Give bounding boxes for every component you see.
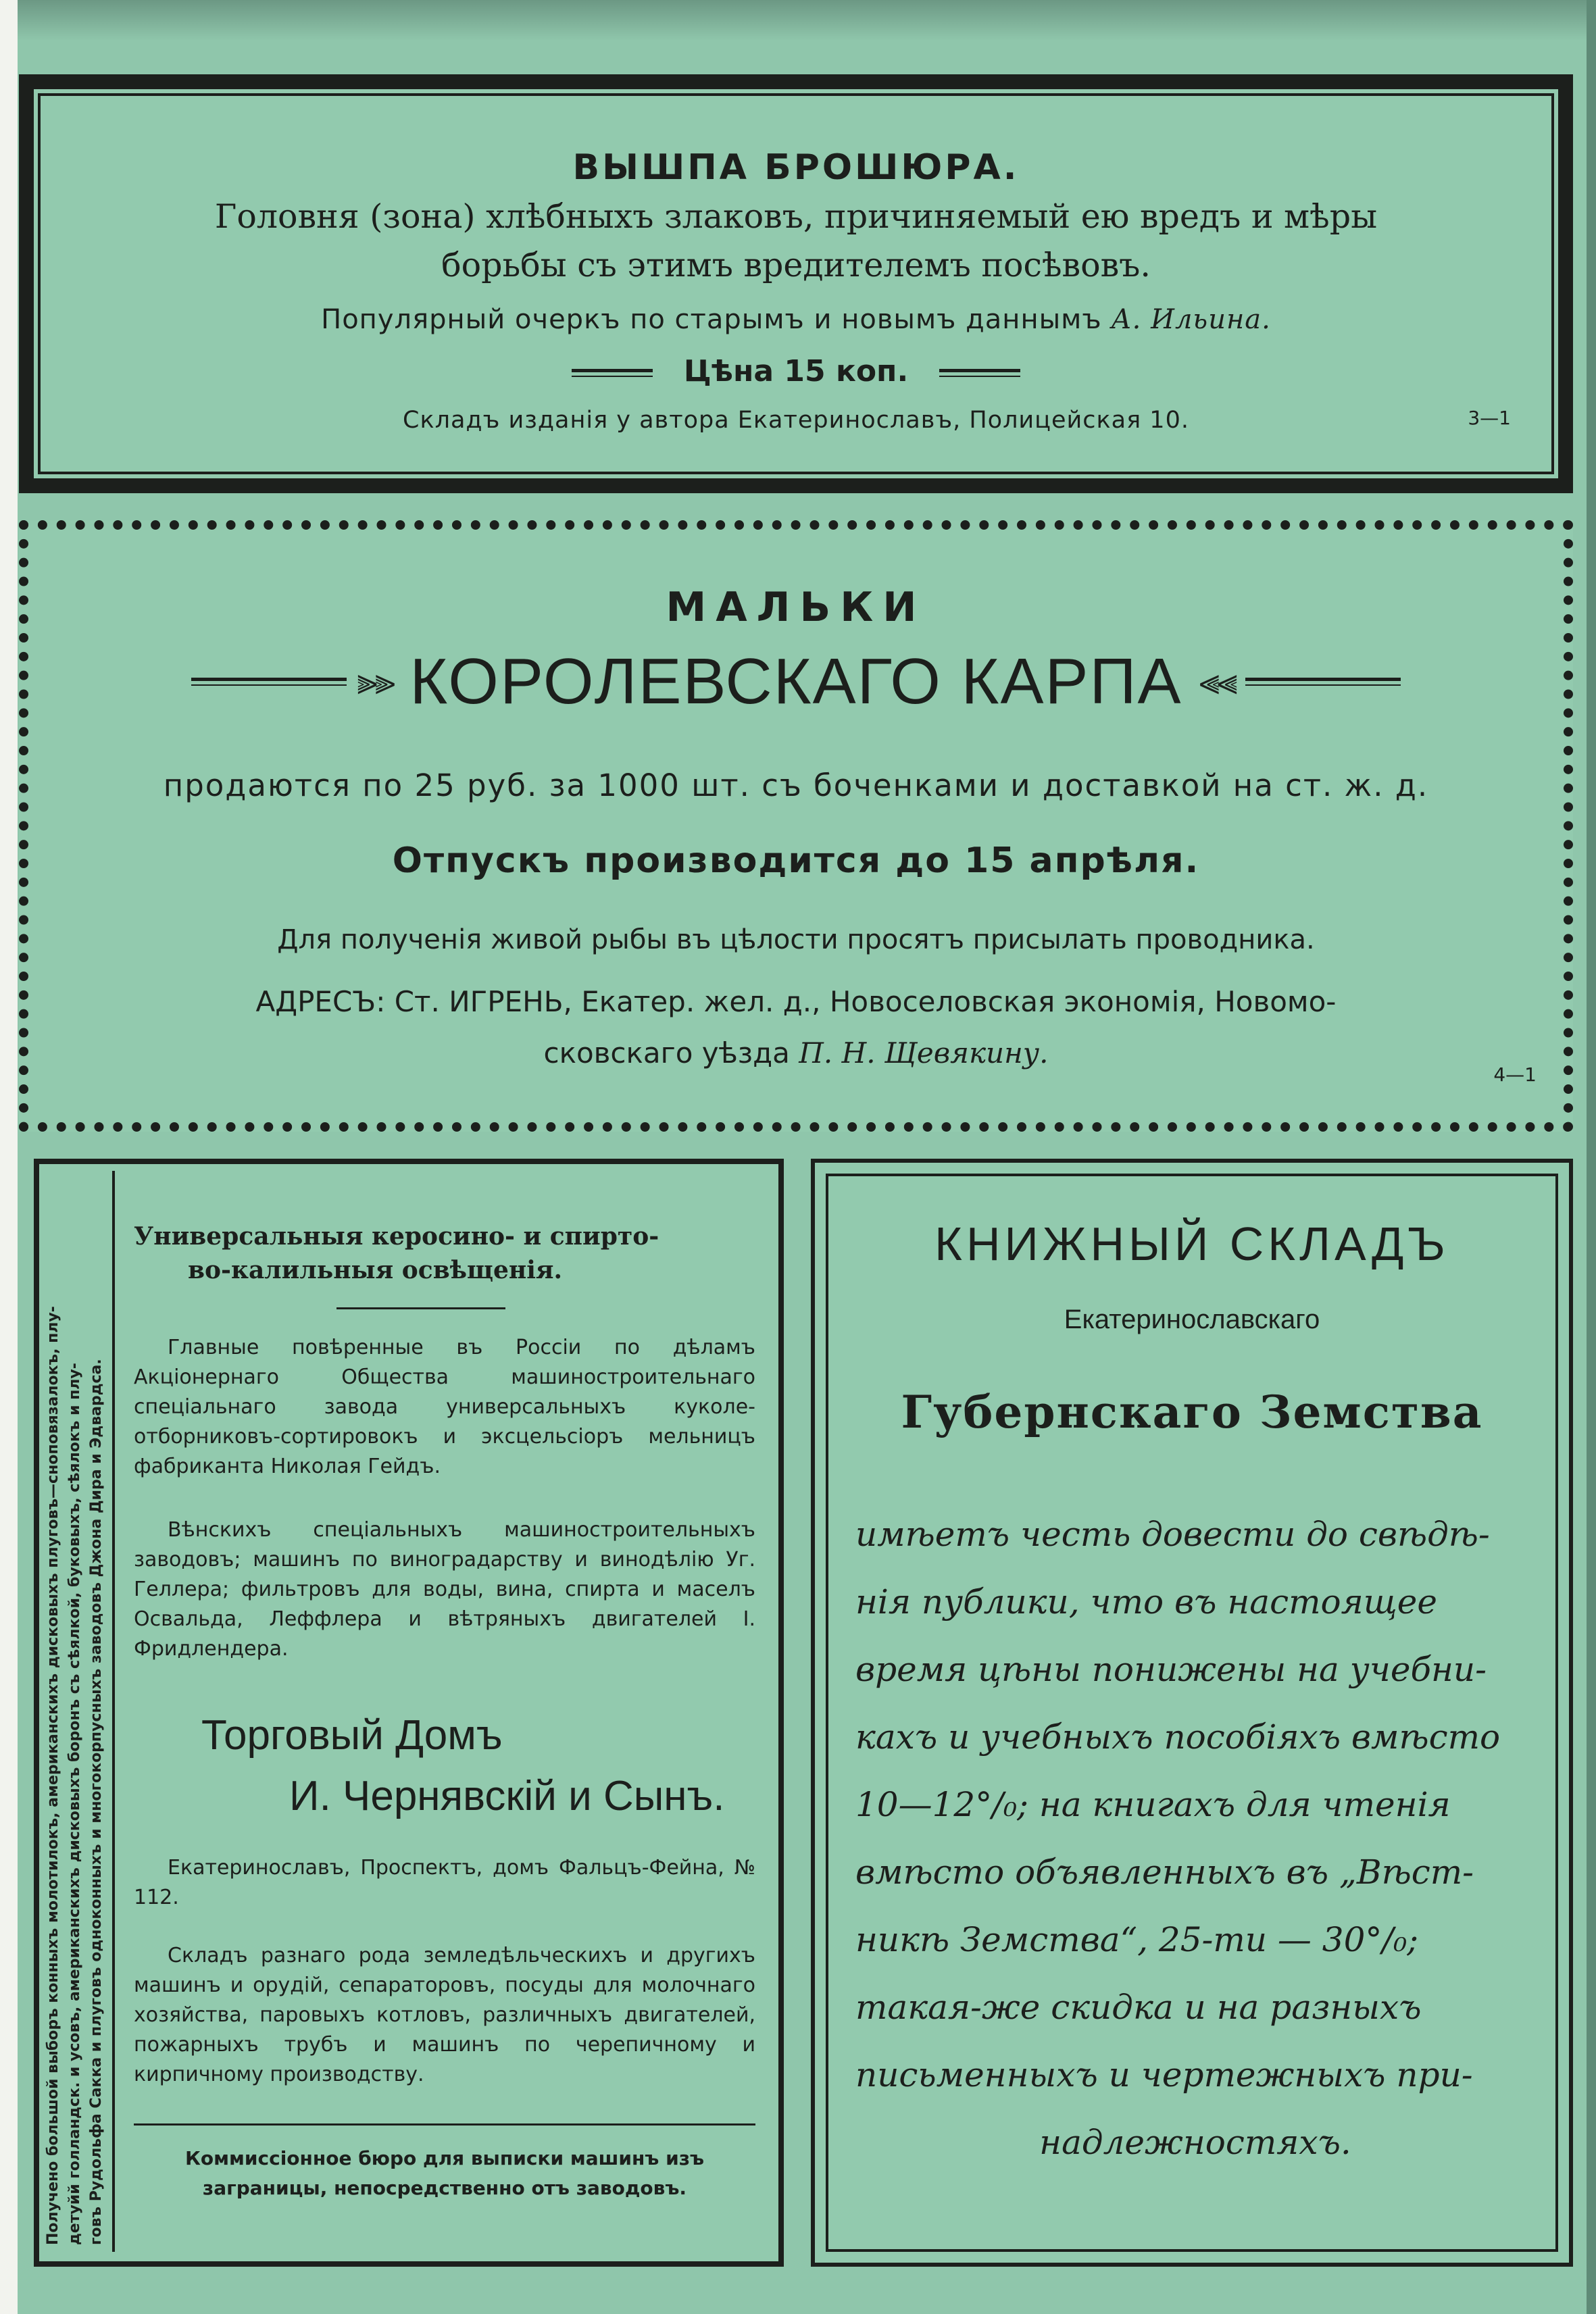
carp-ad (19, 520, 1573, 1132)
bookstore-heading: КНИЖНЫЙ СКЛАДЪ (934, 1217, 1449, 1270)
machinery-para4: Складъ разнаго рода земледѣльческихъ и другихъ машинъ и орудій, сепараторовъ, посуды для молочнаго хозяйства, паровыхъ котловъ, различныхъ двигателей, пожарныхъ трубъ и машинъ по черепичному и кирпичному производству. (134, 1944, 755, 2086)
bookstore-subheading: Екатеринославскаго (1064, 1305, 1320, 1334)
brochure-ad (19, 74, 1573, 493)
brochure-subtitle (34, 304, 1558, 335)
machinery-para2: Вѣнскихъ спеціальныхъ машиностроительныхъ заводовъ; машинъ по виноградарству и винодѣлію Уг. Геллера; фильтровъ для воды, вина, спирта и маселъ Освальда, Леффлера и вѣтряныхъ двигателей І. Фридлендера. (134, 1518, 755, 1661)
carp-dispatch: Отпускъ производится до 15 апрѣля. (392, 840, 1200, 881)
bookstore-line-1: имѣетъ честь довести до свѣдѣ- (855, 1515, 1490, 1554)
page-top-shadow (0, 0, 1596, 41)
bookstore-line-4: кахъ и учебныхъ пособіяхъ вмѣсто (855, 1717, 1501, 1757)
machinery-divider-2 (134, 2123, 755, 2126)
machinery-firm-line2: И. Чернявскій и Сынъ. (289, 1773, 725, 1819)
brochure-price-row (34, 354, 1558, 388)
side-column-3: говъ Рудольфа Сакка и плуговъ одноконныхъ и многокорпусныхъ заводовъ Джона Дира и Эдвардса. (88, 1359, 105, 2245)
machinery-para5: Коммиссіонное бюро для выписки машинъ изъ заграницы, непосредственно отъ заводовъ. (184, 2147, 705, 2199)
brochure-title-line1: Головня (зона) хлѣбныхъ злаковъ, причиняемый ею вредъ и мѣры (214, 197, 1378, 236)
brochure-title-line2: борьбы съ этимъ вредителемъ посѣвовъ. (441, 246, 1151, 284)
right-ornament-icon: ⫷⫷ (1199, 660, 1235, 703)
page-left-edge (0, 0, 18, 2314)
carp-address-line1: АДРЕСЪ: Ст. ИГРЕНЬ, Екатер. жел. д., Новоселовская экономія, Новомо- (255, 985, 1337, 1018)
left-ornament-icon: ⫸⫸ (357, 660, 393, 703)
machinery-heading-line2: во-калильныя освѣщенія. (188, 1256, 563, 1284)
carp-address-line2 (28, 1036, 1564, 1070)
machinery-divider (336, 1307, 505, 1309)
bookstore-line-7: никѣ Земства“, 25-ти — 30°/₀; (855, 1920, 1419, 1959)
brochure-heading: ВЫШПА БРОШЮРА. (572, 147, 1020, 188)
bookstore-line-6: вмѣсто объявленныхъ въ „Вѣст- (855, 1853, 1474, 1892)
machinery-body (134, 1164, 755, 2261)
carp-address-prefix: сковскаго уѣзда (543, 1036, 790, 1070)
carp-title-row (28, 645, 1564, 719)
side-column-divider (112, 1171, 115, 2252)
bookstore-line-5: 10—12°/₀; на книгахъ для чтенія (855, 1785, 1451, 1824)
brochure-code: 3—1 (1468, 407, 1511, 429)
bookstore-line-10: надлежностяхъ. (1039, 2123, 1351, 2162)
carp-address-name: П. Н. Щевякину. (799, 1036, 1049, 1070)
left-flourish (191, 678, 347, 686)
bookstore-line-3: время цѣны понижены на учебни- (855, 1650, 1487, 1689)
left-rule-ornament (572, 369, 653, 377)
brochure-subtitle-text: Популярный очеркъ по старымъ и новымъ даннымъ (321, 304, 1102, 335)
carp-code: 4—1 (1493, 1063, 1537, 1086)
machinery-firm-line1: Торговый Домъ (201, 1712, 503, 1759)
machinery-para1: Главные повѣренные въ Россіи по дѣламъ Акціонернаго Общества машиностроительнаго спеціальнаго завода универсальныхъ куколе-отборниковъ-сортировокъ и эксцельсіоръ мельницъ фабриканта Николая Гейдъ. (134, 1336, 755, 1478)
bookstore-line-9: письменныхъ и чертежныхъ при- (855, 2055, 1473, 2094)
side-column-1: Получено большой выборъ конныхъ молотилокъ, американскихъ дисковыхъ плуговъ—сноповязалокъ, плу- (45, 1306, 61, 2245)
carp-heading: МАЛЬКИ (666, 584, 926, 631)
bookstore-ad (811, 1159, 1573, 2267)
bookstore-line-8: такая-же скидка и на разныхъ (855, 1988, 1422, 2027)
right-rule-ornament (939, 369, 1020, 377)
machinery-heading-line1: Универсальныя керосино- и спирто- (134, 1222, 659, 1251)
bookstore-line-2: нія публики, что въ настоящее (855, 1582, 1437, 1621)
brochure-price: Цѣна 15 коп. (683, 354, 909, 388)
brochure-address: Складъ изданія у автора Екатеринославъ, Полицейская 10. (403, 407, 1189, 434)
right-flourish (1245, 678, 1401, 686)
carp-title: КОРОЛЕВСКАГО КАРПА (409, 645, 1182, 718)
carp-note: Для полученія живой рыбы въ цѣлости просятъ присылать проводника. (277, 924, 1315, 955)
brochure-author: А. Ильина. (1111, 304, 1271, 335)
carp-price-line: продаются по 25 руб. за 1000 шт. съ боченками и доставкой на ст. ж. д. (163, 768, 1429, 803)
side-column-2: детуйй голландск. и усовъ, американскихъ дисковыхъ боронъ съ сѣялкой, буковыхъ, сѣялокъ и плу- (66, 1363, 83, 2245)
machinery-ad (34, 1159, 784, 2267)
machinery-para3: Екатеринославъ, Проспектъ, домъ Фальцъ-Фейна, № 112. (134, 1856, 755, 1909)
bookstore-title: Губернскаго Земства (901, 1386, 1483, 1438)
bookstore-body (855, 1501, 1535, 2176)
page-right-edge (1587, 0, 1596, 2314)
